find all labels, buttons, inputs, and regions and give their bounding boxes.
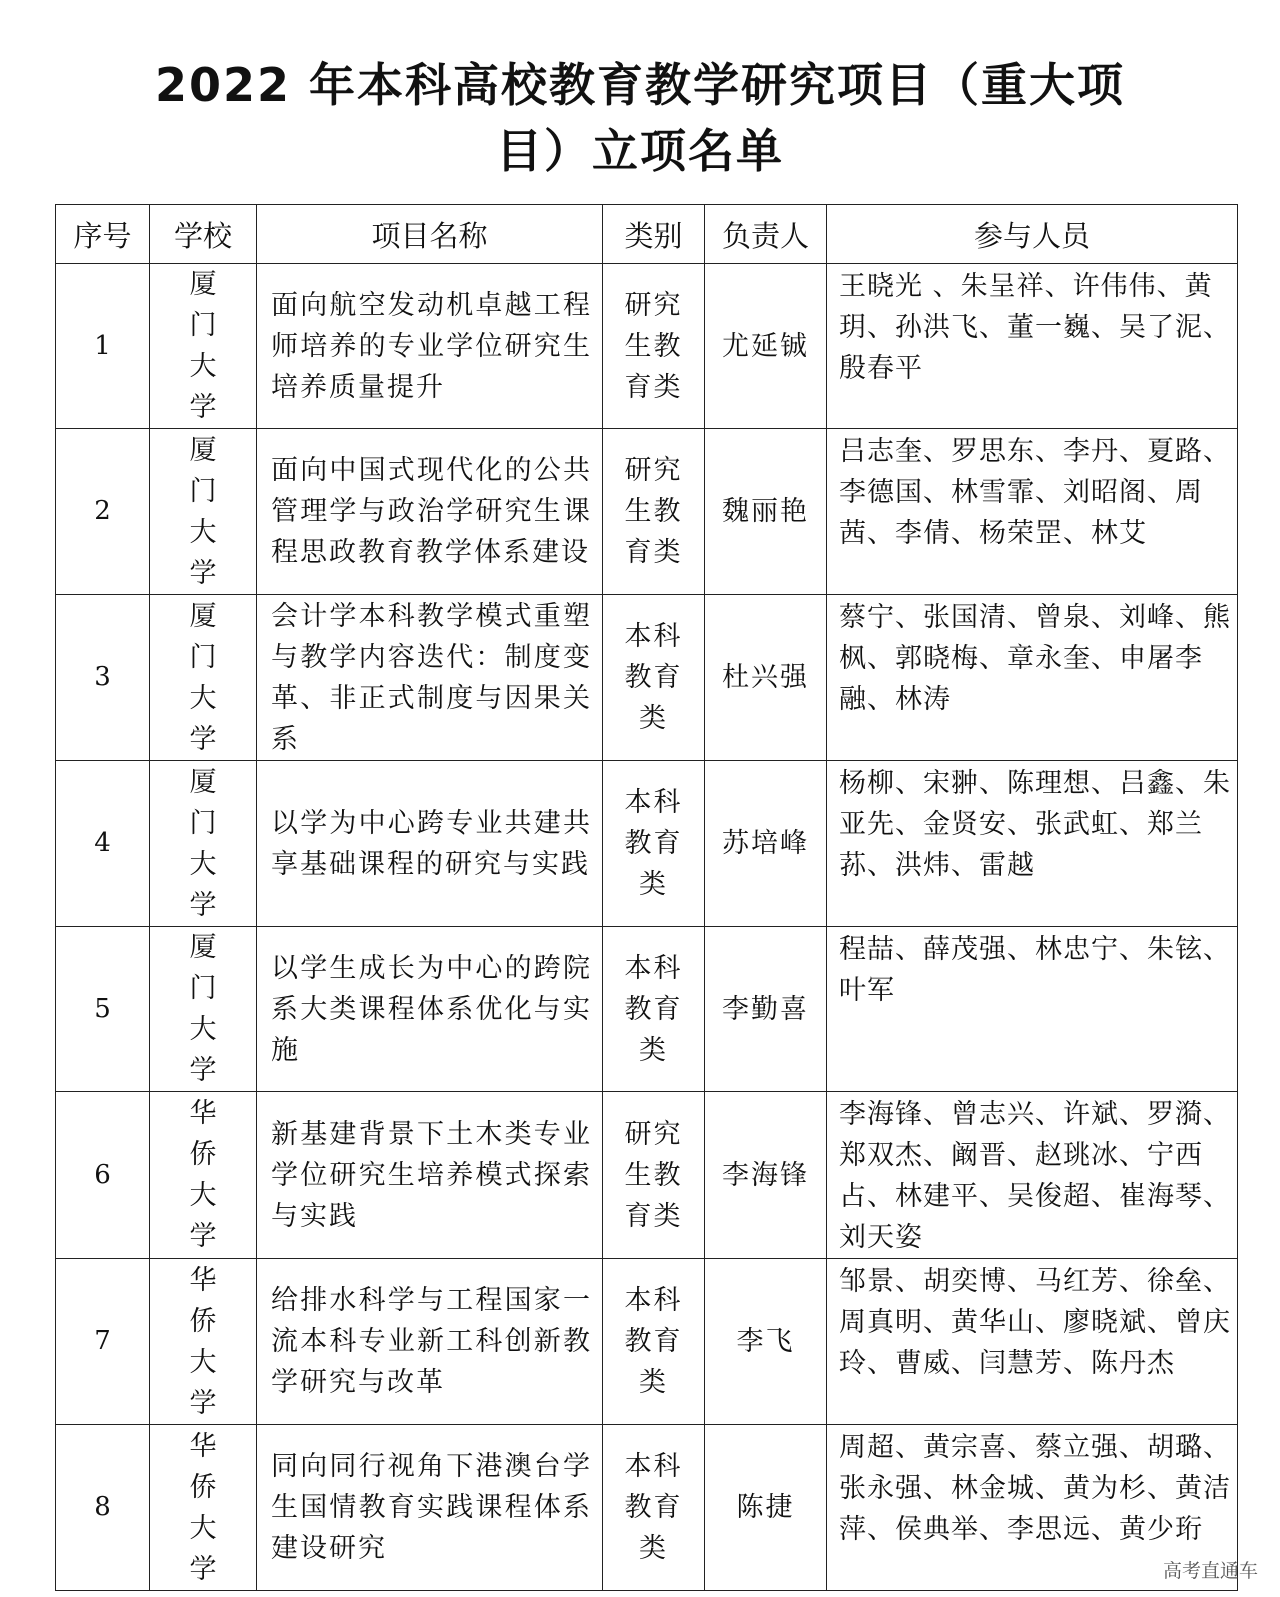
- row-num: 3: [56, 595, 150, 761]
- row-members: 周超、黄宗喜、蔡立强、胡璐、张永强、林金城、黄为杉、黄洁萍、侯典举、李思远、黄少珩: [827, 1425, 1238, 1591]
- row-members: 程喆、薛茂强、林忠宁、朱铉、叶军: [827, 927, 1238, 1092]
- row-num: 6: [56, 1092, 150, 1259]
- row-members: 杨柳、宋翀、陈理想、吕鑫、朱亚先、金贤安、张武虹、郑兰荪、洪炜、雷越: [827, 761, 1238, 927]
- header-school: 学校: [150, 205, 257, 264]
- row-school: 厦门大学: [150, 264, 257, 429]
- header-num: 序号: [56, 205, 150, 264]
- row-category: 本科教育类: [603, 1425, 705, 1591]
- row-num: 5: [56, 927, 150, 1092]
- page-title: [0, 52, 1280, 184]
- row-leader: 杜兴强: [705, 595, 827, 761]
- table-row: [56, 1425, 1238, 1591]
- row-members: 王晓光 、朱呈祥、许伟伟、黄玥、孙洪飞、董一巍、吴了泥、殷春平: [827, 264, 1238, 429]
- table-row: [56, 1259, 1238, 1425]
- row-school: 厦门大学: [150, 595, 257, 761]
- row-project: 面向航空发动机卓越工程师培养的专业学位研究生培养质量提升: [257, 264, 603, 429]
- title-line-2: 目）立项名单: [496, 124, 784, 178]
- table-row: [56, 761, 1238, 927]
- row-school: 华侨大学: [150, 1425, 257, 1591]
- row-project: 面向中国式现代化的公共管理学与政治学研究生课程思政教育教学体系建设: [257, 429, 603, 595]
- row-project: 同向同行视角下港澳台学生国情教育实践课程体系建设研究: [257, 1425, 603, 1591]
- row-category: 本科教育类: [603, 1259, 705, 1425]
- header-category: 类别: [603, 205, 705, 264]
- row-school: 厦门大学: [150, 429, 257, 595]
- row-leader: 魏丽艳: [705, 429, 827, 595]
- row-school: 厦门大学: [150, 761, 257, 927]
- watermark: 高考直通车: [1162, 1560, 1258, 1582]
- row-members: 吕志奎、罗思东、李丹、夏路、李德国、林雪霏、刘昭阁、周茜、李倩、杨荣罡、林艾: [827, 429, 1238, 595]
- table-row: [56, 927, 1238, 1092]
- row-project: 以学为中心跨专业共建共享基础课程的研究与实践: [257, 761, 603, 927]
- row-project: 给排水科学与工程国家一流本科专业新工科创新教学研究与改革: [257, 1259, 603, 1425]
- row-num: 8: [56, 1425, 150, 1591]
- row-leader: 苏培峰: [705, 761, 827, 927]
- row-members: 邹景、胡奕博、马红芳、徐垒、周真明、黄华山、廖晓斌、曾庆玲、曹威、闫慧芳、陈丹杰: [827, 1259, 1238, 1425]
- table-row: [56, 429, 1238, 595]
- row-members: 蔡宁、张国清、曾泉、刘峰、熊枫、郭晓梅、章永奎、申屠李融、林涛: [827, 595, 1238, 761]
- row-category: 本科教育类: [603, 761, 705, 927]
- row-category: 研究生教育类: [603, 264, 705, 429]
- row-num: 1: [56, 264, 150, 429]
- row-num: 4: [56, 761, 150, 927]
- row-category: 本科教育类: [603, 595, 705, 761]
- row-project: 以学生成长为中心的跨院系大类课程体系优化与实施: [257, 927, 603, 1092]
- row-members: 李海锋、曾志兴、许斌、罗漪、郑双杰、阚晋、赵珧冰、宁西占、林建平、吴俊超、崔海琴、刘天姿: [827, 1092, 1238, 1259]
- project-table: [55, 204, 1238, 1591]
- header-project: 项目名称: [257, 205, 603, 264]
- table-row: [56, 595, 1238, 761]
- row-category: 研究生教育类: [603, 1092, 705, 1259]
- row-school: 厦门大学: [150, 927, 257, 1092]
- row-school: 华侨大学: [150, 1092, 257, 1259]
- header-members: 参与人员: [827, 205, 1238, 264]
- title-line-1: 2022 年本科高校教育教学研究项目（重大项: [154, 58, 1126, 112]
- row-school: 华侨大学: [150, 1259, 257, 1425]
- row-project: 会计学本科教学模式重塑与教学内容迭代：制度变革、非正式制度与因果关系: [257, 595, 603, 761]
- row-leader: 尤延铖: [705, 264, 827, 429]
- row-num: 7: [56, 1259, 150, 1425]
- row-num: 2: [56, 429, 150, 595]
- row-leader: 李飞: [705, 1259, 827, 1425]
- row-category: 本科教育类: [603, 927, 705, 1092]
- row-leader: 陈捷: [705, 1425, 827, 1591]
- table-header-row: [56, 205, 1238, 264]
- row-project: 新基建背景下土木类专业学位研究生培养模式探索与实践: [257, 1092, 603, 1259]
- row-category: 研究生教育类: [603, 429, 705, 595]
- row-leader: 李勤喜: [705, 927, 827, 1092]
- table-row: [56, 1092, 1238, 1259]
- row-leader: 李海锋: [705, 1092, 827, 1259]
- header-leader: 负责人: [705, 205, 827, 264]
- table-row: [56, 264, 1238, 429]
